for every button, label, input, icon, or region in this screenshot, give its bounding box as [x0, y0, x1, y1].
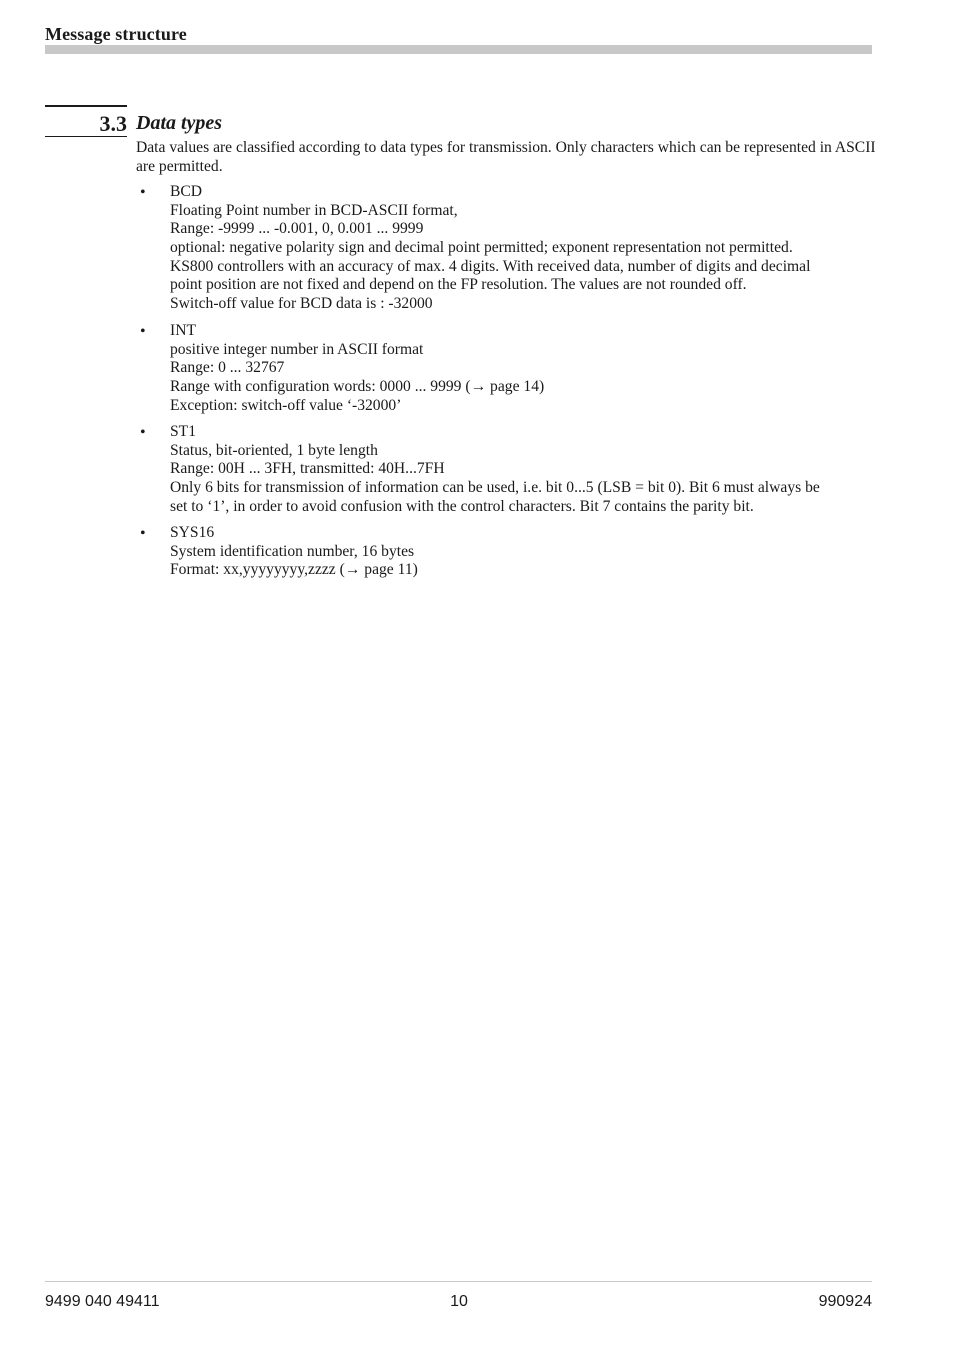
- footer-date-code: 990924: [818, 1293, 872, 1310]
- list-item-text: [170, 322, 876, 415]
- bullet-icon: •: [140, 323, 146, 340]
- data-type-detail-line: optional: negative polarity sign and decimal point permitted; exponent representation not permitted.: [170, 239, 793, 257]
- footer-page-number: 10: [450, 1293, 468, 1310]
- data-type-name: SYS16: [170, 524, 215, 541]
- data-type-name: ST1: [170, 423, 196, 440]
- header-bar: [45, 45, 872, 54]
- data-type-name: BCD: [170, 183, 203, 200]
- footer-document-number: 9499 040 49411: [45, 1293, 160, 1310]
- list-item-text: [170, 524, 876, 580]
- data-type-detail-line: KS800 controllers with an accuracy of max. 4 digits. With received data, number of digits and decimal: [170, 257, 811, 275]
- data-type-detail-line: Format: xx,yyyyyyyy,zzzz (→ page 11): [170, 561, 418, 579]
- list-item-text: [170, 423, 876, 516]
- data-type-detail-line: Only 6 bits for transmission of information can be used, i.e. bit 0...5 (LSB = bit 0). Bit 6 must always be: [170, 479, 820, 497]
- data-type-detail-line: point position are not fixed and depend on the FP resolution. The values are not rounded off.: [170, 276, 747, 294]
- data-type-detail-line: Range with configuration words: 0000 ... 9999 (→ page 14): [170, 378, 545, 396]
- section-number: 3.3: [99, 111, 127, 136]
- data-type-name: INT: [170, 322, 196, 339]
- footer-rule: [45, 1281, 872, 1282]
- page-header-title: Message structure: [45, 24, 187, 44]
- data-type-detail-line: Floating Point number in BCD-ASCII format,: [170, 201, 458, 219]
- data-type-detail-line: Switch-off value for BCD data is : -32000: [170, 295, 433, 313]
- section-rule-top: [45, 105, 127, 107]
- data-type-detail-line: set to ‘1’, in order to avoid confusion with the control characters. Bit 7 contains the parity bit.: [170, 497, 754, 515]
- bullet-icon: •: [140, 525, 146, 542]
- data-type-detail-line: Status, bit-oriented, 1 byte length: [170, 441, 378, 459]
- data-type-detail-line: System identification number, 16 bytes: [170, 542, 415, 560]
- section-rule-bottom: [45, 136, 127, 137]
- data-type-detail-line: Range: 00H ... 3FH, transmitted: 40H...7FH: [170, 460, 445, 478]
- list-item-text: [170, 183, 876, 314]
- data-type-detail-line: Range: 0 ... 32767: [170, 359, 285, 377]
- bullet-icon: •: [140, 424, 146, 441]
- section-intro: Data values are classified according to data types for transmission. Only characters which can be represented in ASCII are permitted.: [136, 139, 876, 175]
- section-title: Data types: [136, 112, 223, 134]
- data-type-detail-line: Exception: switch-off value ‘-32000’: [170, 396, 402, 414]
- data-type-detail-line: Range: -9999 ... -0.001, 0, 0.001 ... 9999: [170, 220, 424, 238]
- data-type-detail-line: positive integer number in ASCII format: [170, 340, 424, 358]
- bullet-icon: •: [140, 184, 146, 201]
